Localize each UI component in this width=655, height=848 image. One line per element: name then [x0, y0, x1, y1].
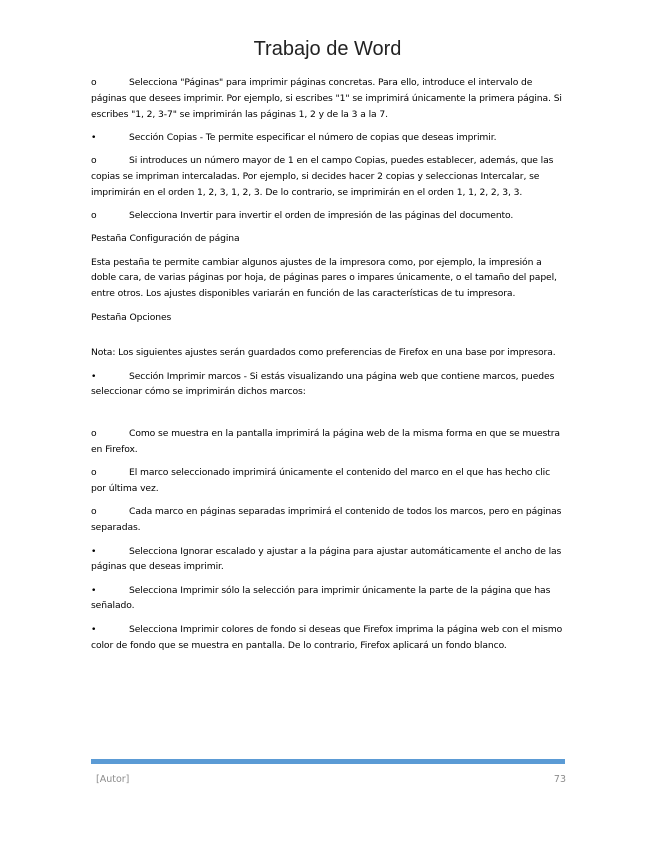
bullet-marker: o [91, 428, 97, 440]
bullet-marker: • [91, 131, 97, 143]
paragraph-copias [91, 130, 567, 146]
bullet-marker: o [91, 467, 97, 479]
page-title: Trabajo de Word [253, 38, 402, 60]
footer-rule [91, 759, 565, 764]
paragraph-text: El marco seleccionado imprimirá únicamente el contenido del marco en el que has hecho clic por última vez. [91, 467, 551, 495]
paragraph-text: Selecciona "Páginas" para imprimir páginas concretas. Para ello, introduce el intervalo de páginas que desees imprimir. Por ejemplo, si escribes "1" se imprimirá únicamente la primera página. Si escribes "1, 2, 3-7" se imprimirán las páginas 1, 2 y de la 3 a la 7. [91, 77, 562, 120]
paragraph-seleccion [91, 583, 567, 615]
heading-opciones: Pestaña Opciones [91, 311, 172, 323]
bullet-marker: o [91, 506, 97, 518]
paragraph-ignorar-escalado [91, 544, 567, 576]
page-number: 73 [553, 774, 566, 785]
heading-configuracion: Pestaña Configuración de página [91, 233, 240, 245]
bullet-marker: o [91, 77, 97, 88]
paragraph-colores-fondo [91, 622, 567, 654]
paragraph-text: Como se muestra en la pantalla imprimirá la página web de la misma forma en que se muestra en Firefox. [91, 428, 560, 456]
paragraph-configuracion: Esta pestaña te permite cambiar algunos ajustes de la impresora como, por ejemplo, la impresión a doble cara, de varias páginas por hoja, de páginas pares o impares únicamente, o el tamaño del papel, entre otros. Los ajustes disponibles variarán en función de las características de tu impresora. [91, 256, 557, 300]
paragraph-text: Sección Copias - Te permite especificar el número de copias que deseas imprimir. [129, 131, 497, 143]
paragraph-nota: Nota: Los siguientes ajustes serán guardados como preferencias de Firefox en una base por impresora. [91, 347, 556, 359]
paragraph-marcos [91, 369, 567, 401]
paragraph-text: Selecciona Ignorar escalado y ajustar a la página para ajustar automáticamente el ancho de las páginas que deseas imprimir. [91, 545, 562, 573]
bullet-marker: • [91, 370, 97, 382]
bullet-marker: • [91, 584, 97, 596]
paragraph-invertir [91, 208, 567, 224]
bullet-marker: o [91, 155, 97, 167]
paragraph-paginas [91, 75, 567, 122]
paragraph-text: Cada marco en páginas separadas imprimirá el contenido de todos los marcos, pero en páginas separadas. [91, 506, 562, 534]
bullet-marker: • [91, 545, 97, 557]
bullet-marker: o [91, 210, 97, 222]
paragraph-text: Selecciona Imprimir colores de fondo si deseas que Firefox imprima la página web con el mismo color de fondo que se muestra en pantalla. De lo contrario, Firefox aplicará un fondo blanco. [91, 623, 563, 651]
paragraph-marco-seleccionado [91, 465, 567, 497]
paragraph-text: Sección Imprimir marcos - Si estás visualizando una página web que contiene marcos, puedes seleccionar cómo se imprimirán dichos marcos: [91, 370, 555, 398]
document-body [91, 75, 567, 661]
bullet-marker: • [91, 623, 97, 635]
paragraph-pantalla [91, 426, 567, 458]
paragraph-marcos-separados [91, 504, 567, 536]
footer-author: [Autor] [96, 774, 130, 785]
paragraph-text: Selecciona Invertir para invertir el orden de impresión de las páginas del documento. [129, 210, 514, 222]
paragraph-intercalar [91, 153, 567, 200]
paragraph-text: Si introduces un número mayor de 1 en el campo Copias, puedes establecer, además, que las copias se impriman intercaladas. Por ejemplo, si decides hacer 2 copias y seleccionas Intercalar, se imprimirán en el orden 1, 2, 3, 1, 2, 3. De lo contrario, se imprimirán en el orden 1, 1, 2, 2, 3, 3. [91, 155, 554, 198]
paragraph-text: Selecciona Imprimir sólo la selección para imprimir únicamente la parte de la página que has señalado. [91, 584, 551, 612]
